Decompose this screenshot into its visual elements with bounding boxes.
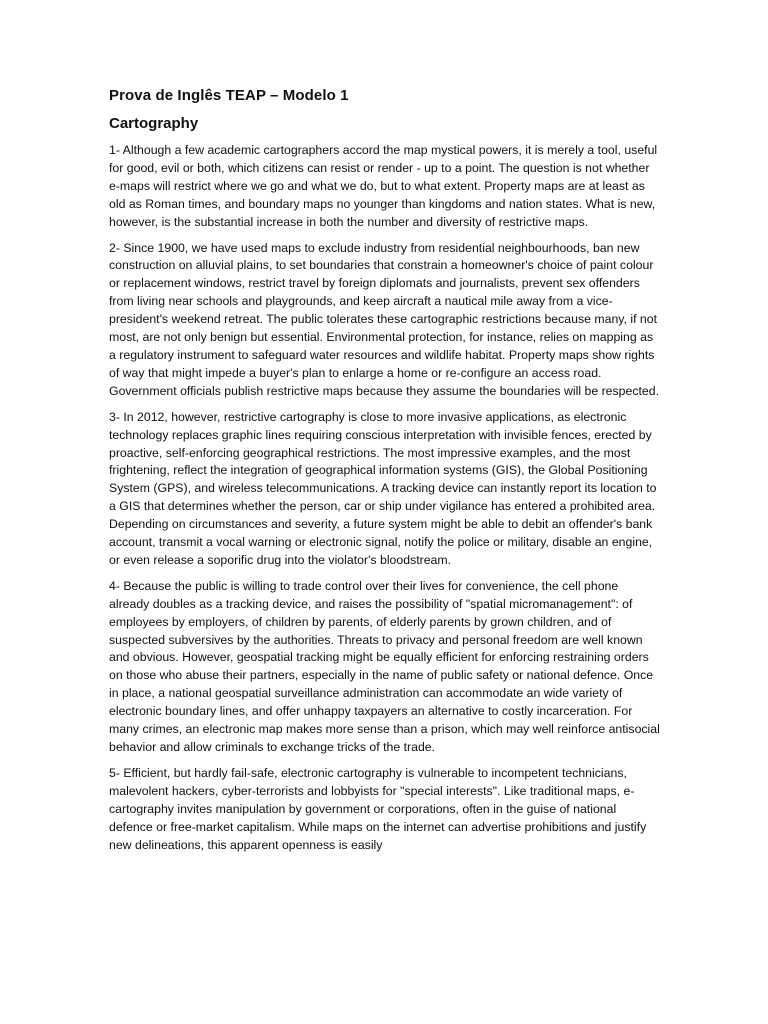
document-title: Prova de Inglês TEAP – Modelo 1 — [109, 87, 349, 104]
paragraph-3: 3- In 2012, however, restrictive cartography is close to more invasive applications, as electronic technology replaces graphic lines requiring conscious interpretation with invisible fences, erected by proactive, self-enforcing geographical restrictions. The most impressive examples, and the most frightening, reflect the integration of geographical information systems (GIS), the Global Positioning System (GPS), and wireless telecommunications. A tracking device can instantly report its location to a GIS that determines whether the person, car or ship under vigilance has entered a prohibited area. Depending on circumstances and severity, a future system might be able to debit an offender's bank account, transmit a vocal warning or electronic signal, notify the police or military, disable an engine, or even release a soporific drug into the violator's bloodstream. — [109, 409, 657, 567]
section-title: Cartography — [109, 115, 199, 132]
document-page — [109, 86, 661, 862]
paragraph-5: 5- Efficient, but hardly fail-safe, electronic cartography is vulnerable to incompetent technicians, malevolent hackers, cyber-terrorists and lobbyists for "special interests". Like traditional maps, e-cartography invites manipulation by government or corporations, often in the guise of national defence or free-market capitalism. While maps on the internet can advertise prohibitions and justify new delineations, this apparent openness is easily — [109, 765, 647, 852]
paragraph-1: 1- Although a few academic cartographers accord the map mystical powers, it is merely a tool, useful for good, evil or both, which citizens can resist or render - up to a point. The question is not whether e-maps will restrict where we go and what we do, but to what extent. Property maps are at least as old as Roman times, and boundary maps no younger than kingdoms and nation states. What is new, however, is the substantial increase in both the number and diversity of restrictive maps. — [109, 143, 658, 229]
paragraph-2: 2- Since 1900, we have used maps to exclude industry from residential neighbourhoods, ban new construction on alluvial plains, to set boundaries that constrain a homeowner's choice of paint colour or replacement windows, restrict travel by foreign diplomats and journalists, prevent sex offenders from living near schools and playgrounds, and keep aircraft a nautical mile away from a vice-president's weekend retreat. The public tolerates these cartographic restrictions because many, if not most, are not only benign but essential. Environmental protection, for instance, relies on mapping as a regulatory instrument to safeguard water resources and wildlife habitat. Property maps show rights of way that might impede a buyer's plan to enlarge a home or re-configure an access road. Government officials publish restrictive maps because they assume the boundaries will be respected. — [109, 240, 659, 398]
paragraph-4: 4- Because the public is willing to trade control over their lives for convenience, the cell phone already doubles as a tracking device, and raises the possibility of "spatial micromanagement": of employees by employers, of children by parents, of elderly parents by grown children, and of suspected subversives by the authorities. Threats to privacy and personal freedom are well known and obvious. However, geospatial tracking might be equally efficient for enforcing restraining orders on those who abuse their partners, especially in the name of public safety or national defence. Once in place, a national geospatial surveillance administration can accommodate an wide variety of electronic boundary lines, and offer unhappy taxpayers an alternative to costly incarceration. For many crimes, an electronic map makes more sense than a prison, which may well reinforce antisocial behavior and allow criminals to exchange tricks of the trade. — [109, 578, 660, 754]
